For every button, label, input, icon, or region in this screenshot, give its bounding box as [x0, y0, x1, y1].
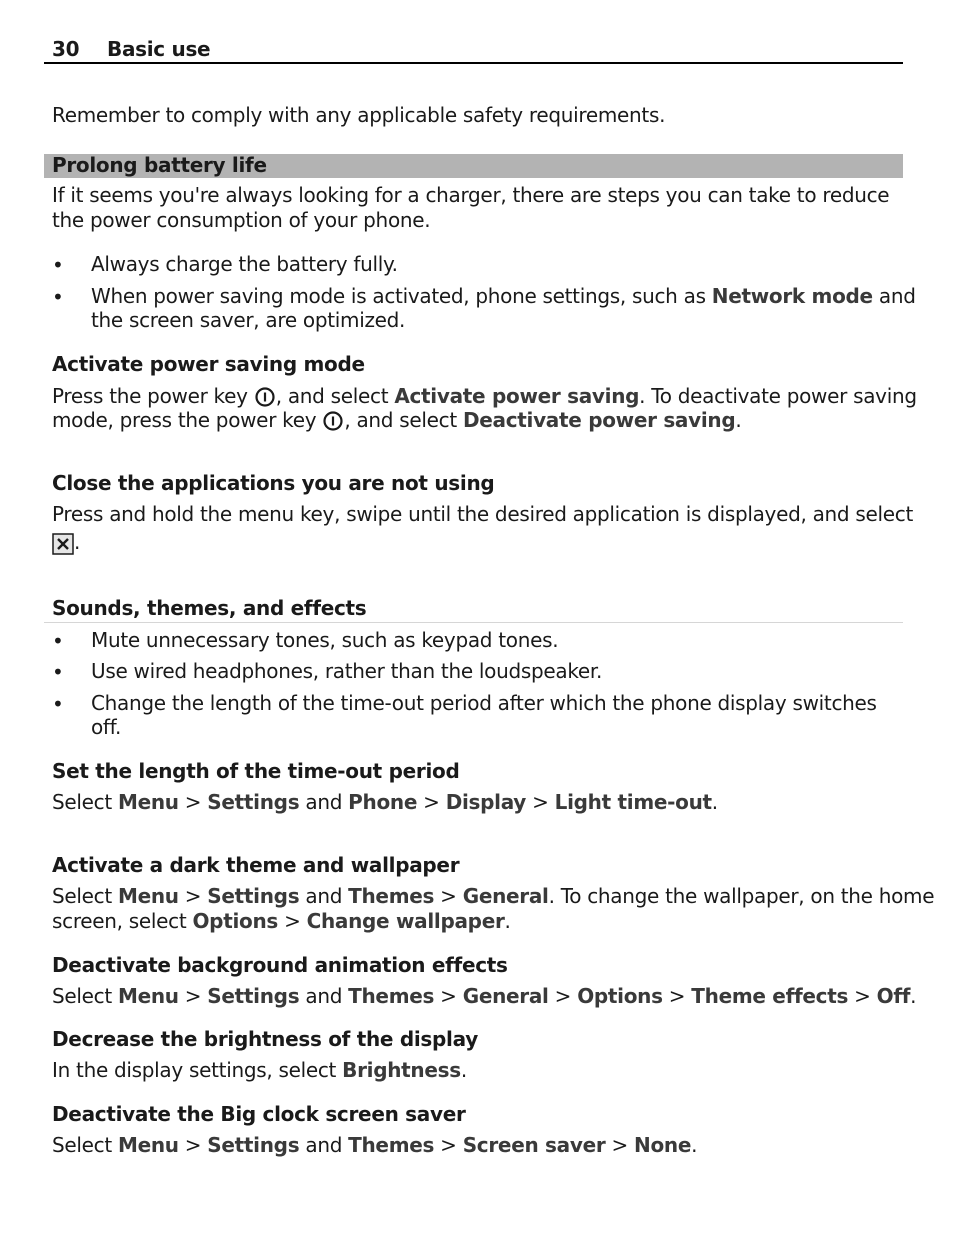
- list-item: Change the length of the time-out period after which the phone display switches: [91, 691, 877, 715]
- subheading: Activate a dark theme and wallpaper: [52, 853, 460, 877]
- section-intro-line2: the power consumption of your phone.: [52, 208, 431, 232]
- ui-term: Deactivate power saving: [462, 408, 736, 432]
- list-item: When power saving mode is activated, phone settings, such as Network mode and: [91, 284, 916, 308]
- list-item: Mute unnecessary tones, such as keypad tones.: [91, 628, 559, 652]
- intro-text: Remember to comply with any applicable safety requirements.: [52, 103, 666, 127]
- list-item: Use wired headphones, rather than the loudspeaker.: [91, 659, 603, 683]
- section-intro-line1: If it seems you're always looking for a charger, there are steps you can take to reduce: [52, 183, 890, 207]
- subheading: Activate power saving mode: [52, 352, 365, 376]
- list-item-continued: the screen saver, are optimized.: [91, 308, 406, 332]
- power-key-icon: [255, 387, 275, 407]
- ui-term: Activate power saving: [394, 384, 640, 408]
- paragraph-line: Press the power key , and select Activate power saving. To deactivate power saving: [52, 384, 917, 408]
- subheading: Deactivate background animation effects: [52, 953, 508, 977]
- subheading: Deactivate the Big clock screen saver: [52, 1102, 466, 1126]
- divider: [44, 622, 903, 623]
- menu-path: Select Menu > Settings and Themes > Screen saver > None.: [52, 1133, 698, 1157]
- section-title: Prolong battery life: [52, 153, 267, 177]
- header-rule: [44, 62, 903, 64]
- bullet-marker: •: [52, 660, 64, 684]
- subheading: Set the length of the time-out period: [52, 759, 460, 783]
- power-key-icon: [323, 411, 343, 431]
- ui-term: Network mode: [711, 284, 873, 308]
- bullet-marker: •: [52, 692, 64, 716]
- subheading: Close the applications you are not using: [52, 471, 495, 495]
- menu-path: screen, select Options > Change wallpaper.: [52, 909, 511, 933]
- list-item: Always charge the battery fully.: [91, 252, 398, 276]
- list-item-continued: off.: [91, 715, 122, 739]
- paragraph-line: mode, press the power key , and select Deactivate power saving.: [52, 408, 742, 432]
- page-header-section: Basic use: [107, 37, 211, 61]
- bullet-marker: •: [52, 629, 64, 653]
- close-icon: [52, 533, 74, 555]
- page-number: 30: [52, 37, 80, 61]
- paragraph-line: Press and hold the menu key, swipe until the desired application is displayed, and select: [52, 502, 914, 526]
- subheading: Decrease the brightness of the display: [52, 1027, 478, 1051]
- menu-path: Select Menu > Settings and Themes > General. To change the wallpaper, on the home: [52, 884, 935, 908]
- paragraph-line: .: [52, 530, 80, 555]
- menu-path: Select Menu > Settings and Themes > General > Options > Theme effects > Off.: [52, 984, 917, 1008]
- paragraph-line: In the display settings, select Brightness.: [52, 1058, 467, 1082]
- bullet-marker: •: [52, 253, 64, 277]
- subheading: Sounds, themes, and effects: [52, 596, 367, 620]
- bullet-marker: •: [52, 285, 64, 309]
- menu-path: Select Menu > Settings and Phone > Display > Light time-out.: [52, 790, 718, 814]
